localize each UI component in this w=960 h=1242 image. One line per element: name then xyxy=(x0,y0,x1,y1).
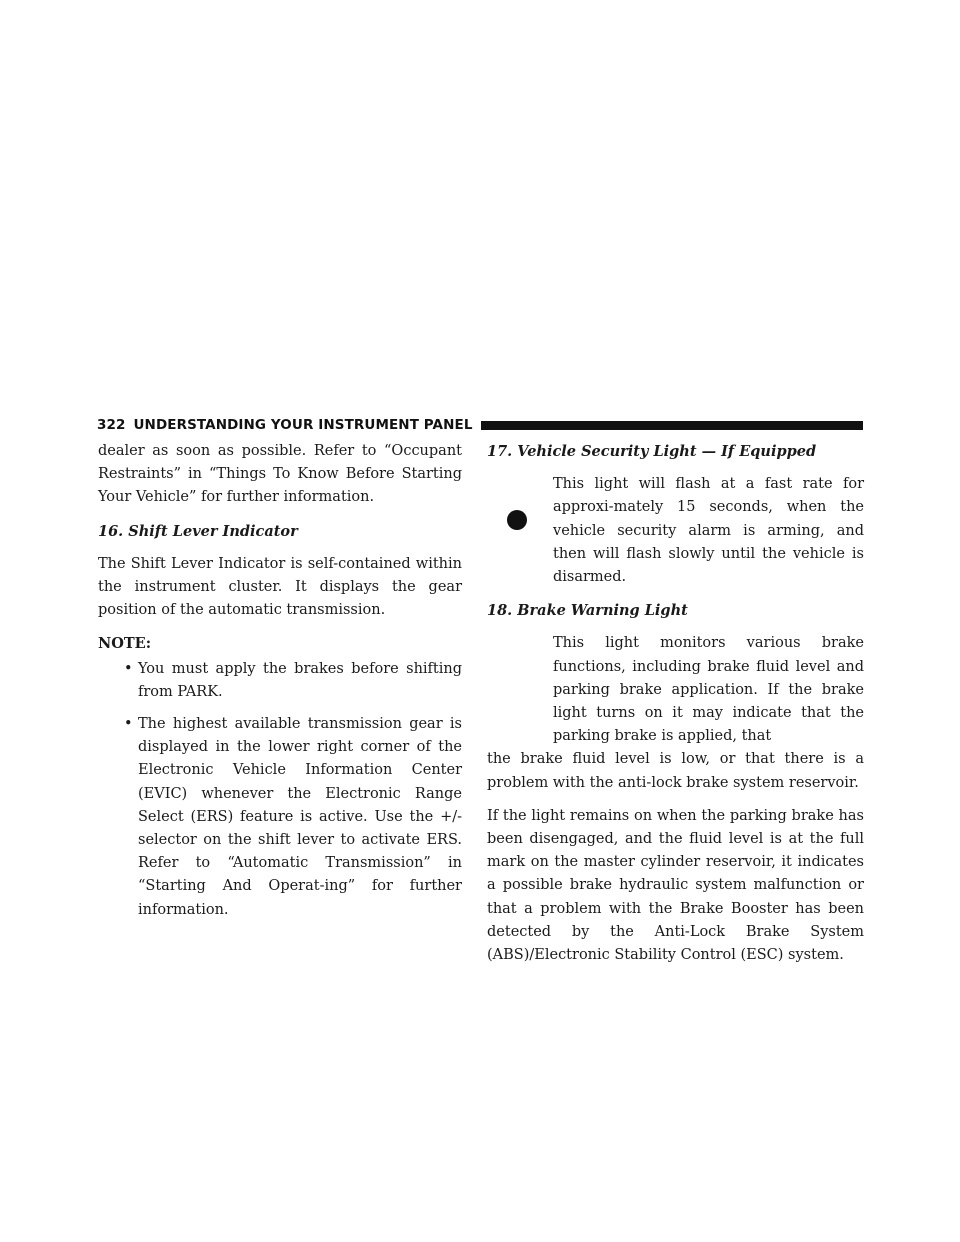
note-item-2: • The highest available transmission gear is displayed in the lower right corner of the Electronic Vehicle Information Center (EVIC) whenever the Electronic Range Select (ERS) feature is active. Use the +/- selector on the shift lever to activate ERS. Refer to “Automatic Transmission” in “Starting And Operat-ing” for further information. xyxy=(124,713,462,922)
header-rule xyxy=(481,421,863,430)
section-title: UNDERSTANDING YOUR INSTRUMENT PANEL xyxy=(133,417,473,433)
left-column xyxy=(98,440,462,931)
brake-warning-paragraph-continued: the brake fluid level is low, or that there is a problem with the anti-lock brake system reservoir. xyxy=(487,751,864,791)
heading-shift-lever-indicator: 16. Shift Lever Indicator xyxy=(98,522,298,540)
security-light-icon xyxy=(507,510,527,530)
brake-warning-paragraph-2: If the light remains on when the parking brake has been disengaged, and the fluid level is at the full mark on the master cylinder reservoir, it indicates a possible brake hydraulic system malfunction or that a problem with the Brake Booster has been detected by the Anti-Lock Brake System (ABS)/Electronic Stability Control (ESC) system. xyxy=(487,807,864,964)
security-light-block xyxy=(487,473,864,589)
heading-vehicle-security-light: 17. Vehicle Security Light — If Equipped xyxy=(487,443,817,460)
page-number: 322 xyxy=(97,417,126,433)
brake-warning-block xyxy=(487,632,864,794)
shift-lever-paragraph: The Shift Lever Indicator is self-contained within the instrument cluster. It displays the gear position of the automatic transmission. xyxy=(98,555,462,619)
intro-paragraph: dealer as soon as possible. Refer to “Occupant Restraints” in “Things To Know Before Starting Your Vehicle” for further information. xyxy=(98,443,462,506)
brake-warning-paragraph-indented: This light monitors various brake functions, including brake fluid level and parking brake application. If the brake light turns on it may indicate that the parking brake is applied, that xyxy=(553,635,864,745)
page-header xyxy=(97,416,863,434)
right-column xyxy=(487,440,864,977)
note-item-1: • You must apply the brakes before shifting from PARK. xyxy=(124,658,462,704)
note-list xyxy=(98,658,462,922)
heading-brake-warning-light: 18. Brake Warning Light xyxy=(487,602,688,620)
security-light-paragraph: This light will flash at a fast rate for approxi-mately 15 seconds, when the vehicle security alarm is arming, and then will flash slowly until the vehicle is disarmed. xyxy=(553,476,864,586)
note-label: NOTE: xyxy=(98,635,152,653)
